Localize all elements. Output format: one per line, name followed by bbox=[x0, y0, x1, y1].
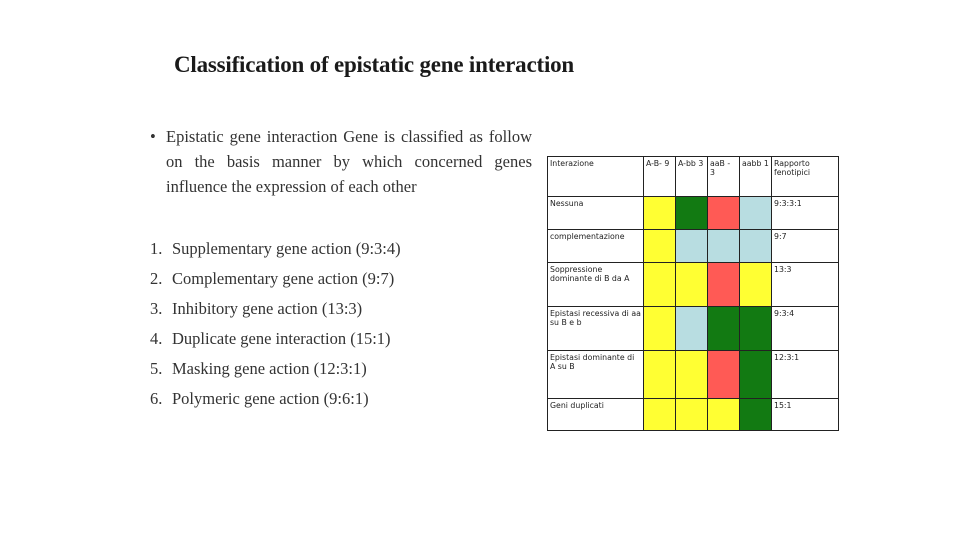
ratio-cell: 9:3:4 bbox=[772, 307, 839, 351]
header-cell: A-bb 3 bbox=[676, 157, 708, 197]
row-label: Soppressione dominante di B da A bbox=[548, 263, 644, 307]
header-cell: Rapporto fenotipici bbox=[772, 157, 839, 197]
phenotype-cell bbox=[740, 307, 772, 351]
list-item-text: Supplementary gene action (9:3:4) bbox=[172, 239, 401, 258]
list-item-text: Complementary gene action (9:7) bbox=[172, 269, 395, 288]
header-cell: Interazione bbox=[548, 157, 644, 197]
phenotype-cell bbox=[708, 307, 740, 351]
table-row bbox=[548, 307, 839, 351]
list-item-text: Duplicate gene interaction (15:1) bbox=[172, 329, 391, 348]
phenotype-cell bbox=[708, 263, 740, 307]
list-item-number: 1. bbox=[150, 239, 163, 258]
phenotype-cell bbox=[644, 351, 676, 399]
list-item-text: Masking gene action (12:3:1) bbox=[172, 359, 367, 378]
row-label: Epistasi recessiva di aa su B e b bbox=[548, 307, 644, 351]
phenotype-cell bbox=[676, 351, 708, 399]
table-row bbox=[548, 263, 839, 307]
bullet-marker: • bbox=[150, 127, 156, 146]
list-item-text: Inhibitory gene action (13:3) bbox=[172, 299, 363, 318]
table-header-row bbox=[548, 157, 839, 197]
phenotype-cell bbox=[708, 399, 740, 431]
phenotype-cell bbox=[676, 197, 708, 230]
table-row bbox=[548, 351, 839, 399]
ratio-cell: 13:3 bbox=[772, 263, 839, 307]
list-item-number: 5. bbox=[150, 359, 163, 378]
list-item-number: 4. bbox=[150, 329, 163, 348]
phenotype-cell bbox=[708, 197, 740, 230]
row-label: Epistasi dominante di A su B bbox=[548, 351, 644, 399]
list-item-number: 2. bbox=[150, 269, 163, 288]
header-cell: aabb 1 bbox=[740, 157, 772, 197]
phenotype-cell bbox=[676, 230, 708, 263]
intro-text: Epistatic gene interaction Gene is classified as follow on the basis manner by which concerned genes influence the expression of each other bbox=[166, 127, 532, 196]
phenotype-cell bbox=[644, 263, 676, 307]
row-label: complementazione bbox=[548, 230, 644, 263]
list-item-text: Polymeric gene action (9:6:1) bbox=[172, 389, 369, 408]
header-cell: A-B- 9 bbox=[644, 157, 676, 197]
epistasis-ratio-table bbox=[547, 156, 839, 431]
ratio-cell: 9:3:3:1 bbox=[772, 197, 839, 230]
list-item bbox=[150, 264, 450, 294]
list-item bbox=[150, 354, 450, 384]
row-label: Nessuna bbox=[548, 197, 644, 230]
slide-title: Classification of epistatic gene interaction bbox=[174, 52, 575, 77]
list-item-number: 6. bbox=[150, 389, 163, 408]
table-row bbox=[548, 399, 839, 431]
interaction-type-list bbox=[150, 234, 450, 414]
phenotype-cell bbox=[740, 351, 772, 399]
intro-bullet bbox=[150, 124, 532, 199]
list-item-number: 3. bbox=[150, 299, 163, 318]
phenotype-cell bbox=[740, 263, 772, 307]
list-item bbox=[150, 234, 450, 264]
list-item bbox=[150, 384, 450, 414]
phenotype-cell bbox=[708, 230, 740, 263]
phenotype-cell bbox=[740, 197, 772, 230]
phenotype-cell bbox=[644, 399, 676, 431]
ratio-cell: 15:1 bbox=[772, 399, 839, 431]
phenotype-cell bbox=[740, 399, 772, 431]
ratio-cell: 12:3:1 bbox=[772, 351, 839, 399]
phenotype-cell bbox=[740, 230, 772, 263]
list-item bbox=[150, 294, 450, 324]
header-cell: aaB - 3 bbox=[708, 157, 740, 197]
phenotype-cell bbox=[676, 307, 708, 351]
table-row bbox=[548, 230, 839, 263]
list-item bbox=[150, 324, 450, 354]
phenotype-cell bbox=[708, 351, 740, 399]
phenotype-cell bbox=[644, 307, 676, 351]
phenotype-cell bbox=[644, 197, 676, 230]
phenotype-cell bbox=[676, 263, 708, 307]
ratio-cell: 9:7 bbox=[772, 230, 839, 263]
row-label: Geni duplicati bbox=[548, 399, 644, 431]
table-row bbox=[548, 197, 839, 230]
phenotype-cell bbox=[644, 230, 676, 263]
phenotype-cell bbox=[676, 399, 708, 431]
